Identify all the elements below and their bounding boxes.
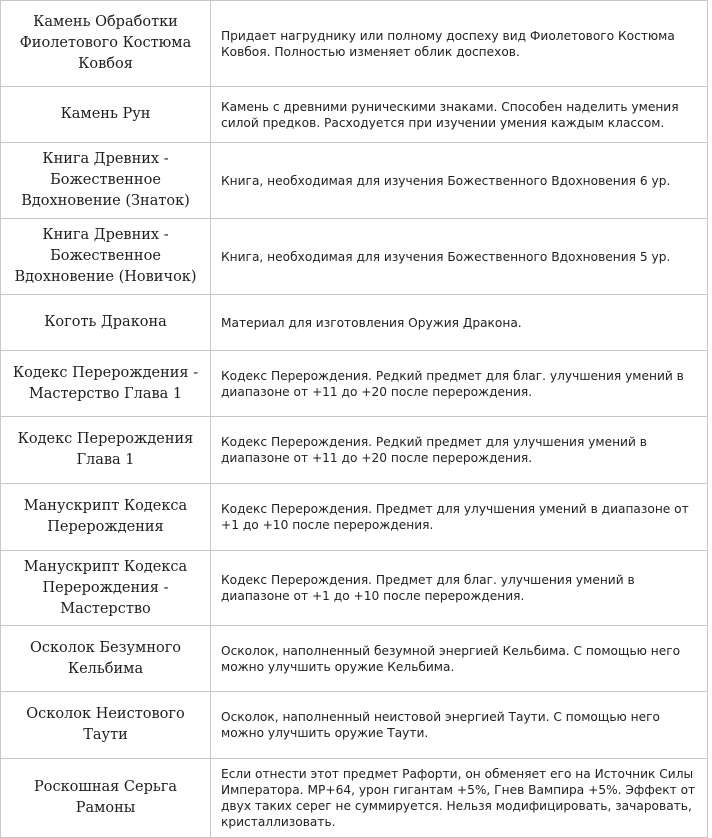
- item-description: Осколок, наполненный безумной энергией Кельбима. С помощью него можно улучшить оружие Кельбима.: [211, 626, 708, 692]
- table-row: [1, 692, 708, 759]
- item-description: Камень с древними руническими знаками. Способен наделить умения силой предков. Расходуется при изучении умения каждым классом.: [211, 87, 708, 143]
- table-row: [1, 219, 708, 295]
- item-name: Осколок Неистового Таути: [1, 692, 211, 759]
- table-row: [1, 351, 708, 417]
- item-name: Осколок Безумного Кельбима: [1, 626, 211, 692]
- item-name: Книга Древних - Божественное Вдохновение (Новичок): [1, 219, 211, 295]
- table-row: [1, 1, 708, 87]
- item-description: Осколок, наполненный неистовой энергией Таути. С помощью него можно улучшить оружие Таути.: [211, 692, 708, 759]
- item-name: Роскошная Серьга Рамоны: [1, 759, 211, 838]
- item-description: Если отнести этот предмет Рафорти, он обменяет его на Источник Силы Императора. MP+64, урон гигантам +5%, Гнев Вампира +5%. Эффект от двух таких серег не суммируется. Нельзя модифицировать, зачаровать, кристаллизовать.: [211, 759, 708, 838]
- table-row: [1, 484, 708, 551]
- item-name: Манускрипт Кодекса Перерождения - Мастерство: [1, 551, 211, 626]
- item-description: Книга, необходимая для изучения Божественного Вдохновения 6 ур.: [211, 143, 708, 219]
- item-description: Кодекс Перерождения. Редкий предмет для улучшения умений в диапазоне от +11 до +20 после перерождения.: [211, 417, 708, 484]
- table-row: [1, 626, 708, 692]
- table-row: [1, 295, 708, 351]
- item-description: Книга, необходимая для изучения Божественного Вдохновения 5 ур.: [211, 219, 708, 295]
- item-name: Коготь Дракона: [1, 295, 211, 351]
- table-row: [1, 417, 708, 484]
- item-description: Кодекс Перерождения. Предмет для улучшения умений в диапазоне от +1 до +10 после перерождения.: [211, 484, 708, 551]
- table-row: [1, 143, 708, 219]
- item-name: Камень Рун: [1, 87, 211, 143]
- item-name: Кодекс Перерождения - Мастерство Глава 1: [1, 351, 211, 417]
- item-name: Манускрипт Кодекса Перерождения: [1, 484, 211, 551]
- item-name: Кодекс Перерождения Глава 1: [1, 417, 211, 484]
- item-description: Кодекс Перерождения. Редкий предмет для благ. улучшения умений в диапазоне от +11 до +20 после перерождения.: [211, 351, 708, 417]
- table-row: [1, 87, 708, 143]
- item-name: Книга Древних - Божественное Вдохновение (Знаток): [1, 143, 211, 219]
- item-description: Кодекс Перерождения. Предмет для благ. улучшения умений в диапазоне от +1 до +10 после перерождения.: [211, 551, 708, 626]
- item-description: Материал для изготовления Оружия Дракона.: [211, 295, 708, 351]
- item-description: Придает нагруднику или полному доспеху вид Фиолетового Костюма Ковбоя. Полностью изменяет облик доспехов.: [211, 1, 708, 87]
- table-row: [1, 551, 708, 626]
- item-name: Камень Обработки Фиолетового Костюма Ковбоя: [1, 1, 211, 87]
